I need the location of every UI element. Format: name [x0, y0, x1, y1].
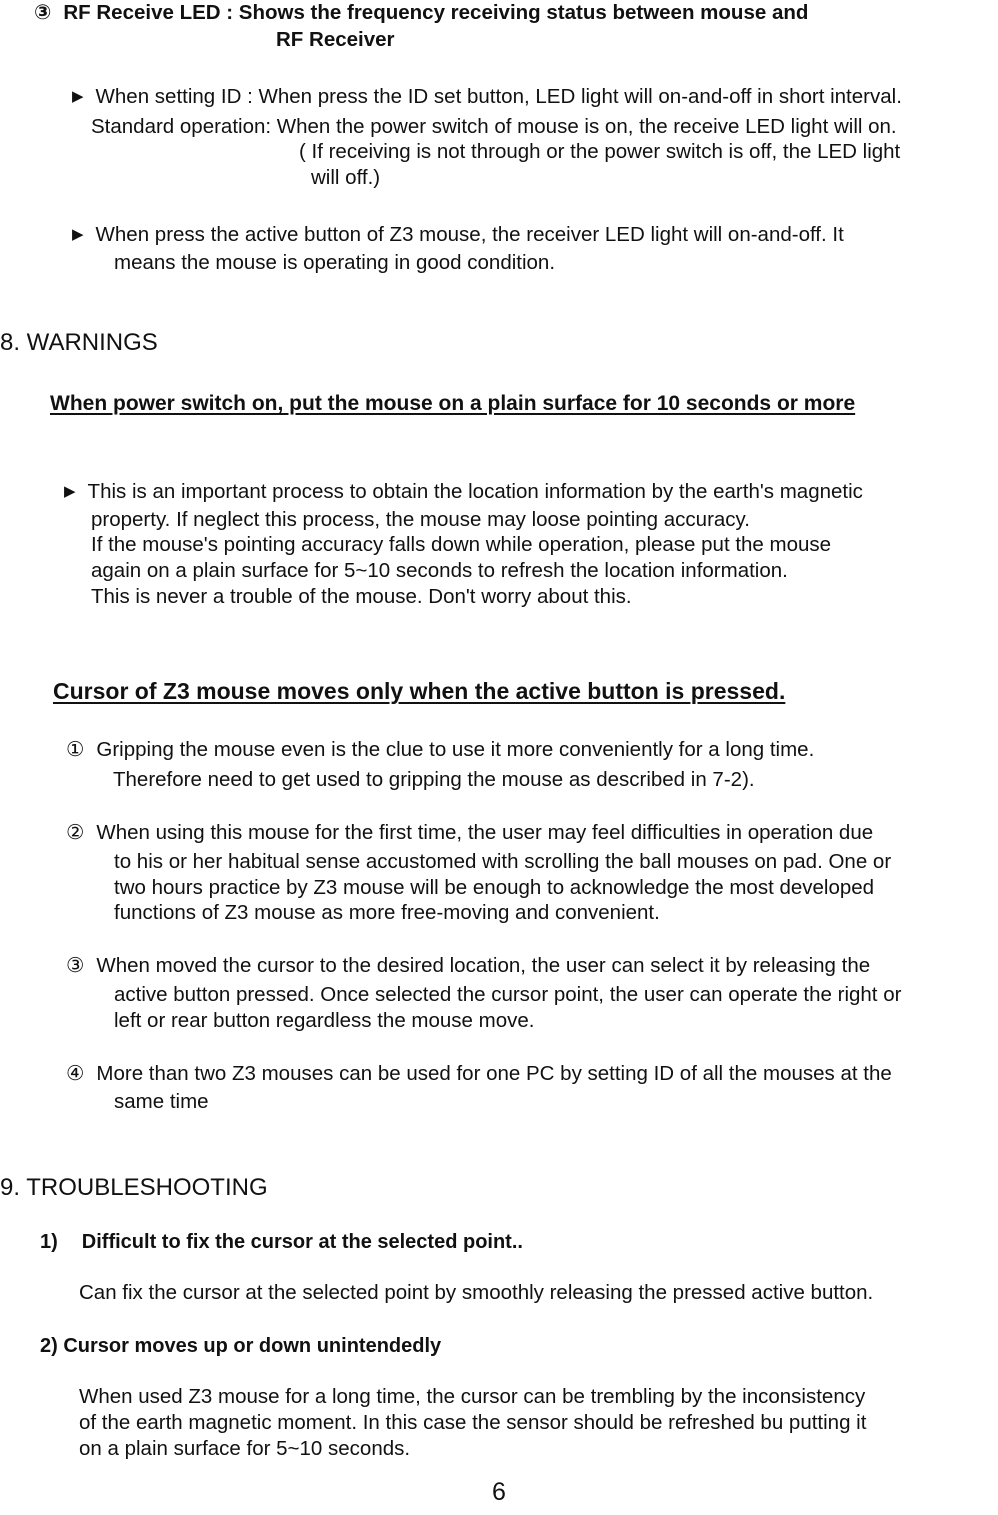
rf-bullet-1-text: When setting ID : When press the ID set button, LED light will on-and-off in short interval.	[95, 85, 902, 108]
troubleshooting-q2-answer-line-2: of the earth magnetic moment. In this case the sensor should be refreshed bu putting it	[79, 1411, 867, 1434]
warning-item-2-line-3: two hours practice by Z3 mouse will be enough to acknowledge the most developed	[114, 876, 875, 899]
item-marker: ①	[66, 738, 85, 761]
q1-number: 1)	[40, 1231, 58, 1253]
triangle-bullet-icon: ▶	[64, 483, 76, 500]
page-number: 6	[492, 1478, 506, 1506]
warning-item-1	[66, 737, 814, 763]
warnings-bullet	[64, 479, 863, 507]
troubleshooting-q2-answer-line-3: on a plain surface for 5~10 seconds.	[79, 1437, 411, 1460]
troubleshooting-q2: 2) Cursor moves up or down unintendedly	[40, 1335, 442, 1357]
rf-bullet-2	[72, 222, 844, 250]
warning-item-3	[66, 953, 870, 979]
warnings-bullet-line-3: If the mouse's pointing accuracy falls down while operation, please put the mouse	[91, 533, 832, 556]
warning-item-3-line-3: left or rear button regardless the mouse move.	[114, 1009, 535, 1032]
rf-bullet-1-line-4: will off.)	[311, 166, 381, 189]
rf-bullet-2-line-2: means the mouse is operating in good condition.	[114, 251, 556, 274]
item-marker: ②	[66, 821, 85, 844]
rf-bullet-1	[72, 84, 902, 112]
warnings-bullet-line-5: This is never a trouble of the mouse. Don't worry about this.	[91, 585, 632, 608]
warnings-subheading-1: When power switch on, put the mouse on a plain surface for 10 seconds or more	[50, 392, 856, 415]
troubleshooting-heading: 9. TROUBLESHOOTING	[0, 1174, 268, 1201]
warning-item-2-line-1: When using this mouse for the first time, the user may feel difficulties in operation due	[96, 821, 874, 844]
warnings-bullet-line-2: property. If neglect this process, the mouse may loose pointing accuracy.	[91, 508, 750, 531]
warnings-bullet-line-4: again on a plain surface for 5~10 seconds to refresh the location information.	[91, 559, 788, 582]
warning-item-2-line-2: to his or her habitual sense accustomed with scrolling the ball mouses on pad. One or	[114, 850, 892, 873]
rf-bullet-2-text: When press the active button of Z3 mouse, the receiver LED light will on-and-off. It	[95, 223, 844, 246]
rf-bullet-1-line-2: Standard operation: When the power switch of mouse is on, the receive LED light will on.	[91, 115, 897, 138]
rf-led-title-cont: RF Receiver	[276, 28, 395, 51]
rf-bullet-1-line-3: ( If receiving is not through or the power switch is off, the LED light	[299, 140, 901, 163]
item-marker: ③	[66, 954, 85, 977]
warnings-heading: 8. WARNINGS	[0, 329, 158, 356]
warnings-subheading-2: Cursor of Z3 mouse moves only when the active button is pressed.	[53, 678, 786, 704]
triangle-bullet-icon: ▶	[72, 88, 84, 105]
warning-item-2-line-4: functions of Z3 mouse as more free-moving and convenient.	[114, 901, 660, 924]
triangle-bullet-icon: ▶	[72, 226, 84, 243]
warnings-bullet-line-1: This is an important process to obtain the location information by the earth's magnetic	[87, 480, 863, 503]
warning-item-2	[66, 820, 873, 846]
troubleshooting-q2-answer-line-1: When used Z3 mouse for a long time, the cursor can be trembling by the inconsistency	[79, 1385, 866, 1408]
warning-item-1-line-2: Therefore need to get used to gripping the mouse as described in 7-2).	[113, 768, 755, 791]
item-marker: ③	[34, 1, 52, 24]
warning-item-4-line-1: More than two Z3 mouses can be used for one PC by setting ID of all the mouses at the	[96, 1062, 892, 1085]
warning-item-3-line-1: When moved the cursor to the desired location, the user can select it by releasing the	[96, 954, 871, 977]
rf-led-title-text: RF Receive LED : Shows the frequency receiving status between mouse and	[63, 1, 809, 24]
warning-item-3-line-2: active button pressed. Once selected the cursor point, the user can operate the right or	[114, 983, 902, 1006]
warning-item-4-line-2: same time	[114, 1090, 209, 1113]
warning-item-1-line-1: Gripping the mouse even is the clue to use it more conveniently for a long time.	[96, 738, 815, 761]
troubleshooting-q1	[40, 1229, 523, 1255]
item-marker: ④	[66, 1062, 85, 1085]
warning-item-4	[66, 1061, 892, 1087]
rf-led-title	[34, 0, 808, 26]
troubleshooting-q1-answer: Can fix the cursor at the selected point by smoothly releasing the pressed active button.	[79, 1281, 874, 1304]
q1-title: Difficult to fix the cursor at the selected point..	[81, 1231, 523, 1253]
